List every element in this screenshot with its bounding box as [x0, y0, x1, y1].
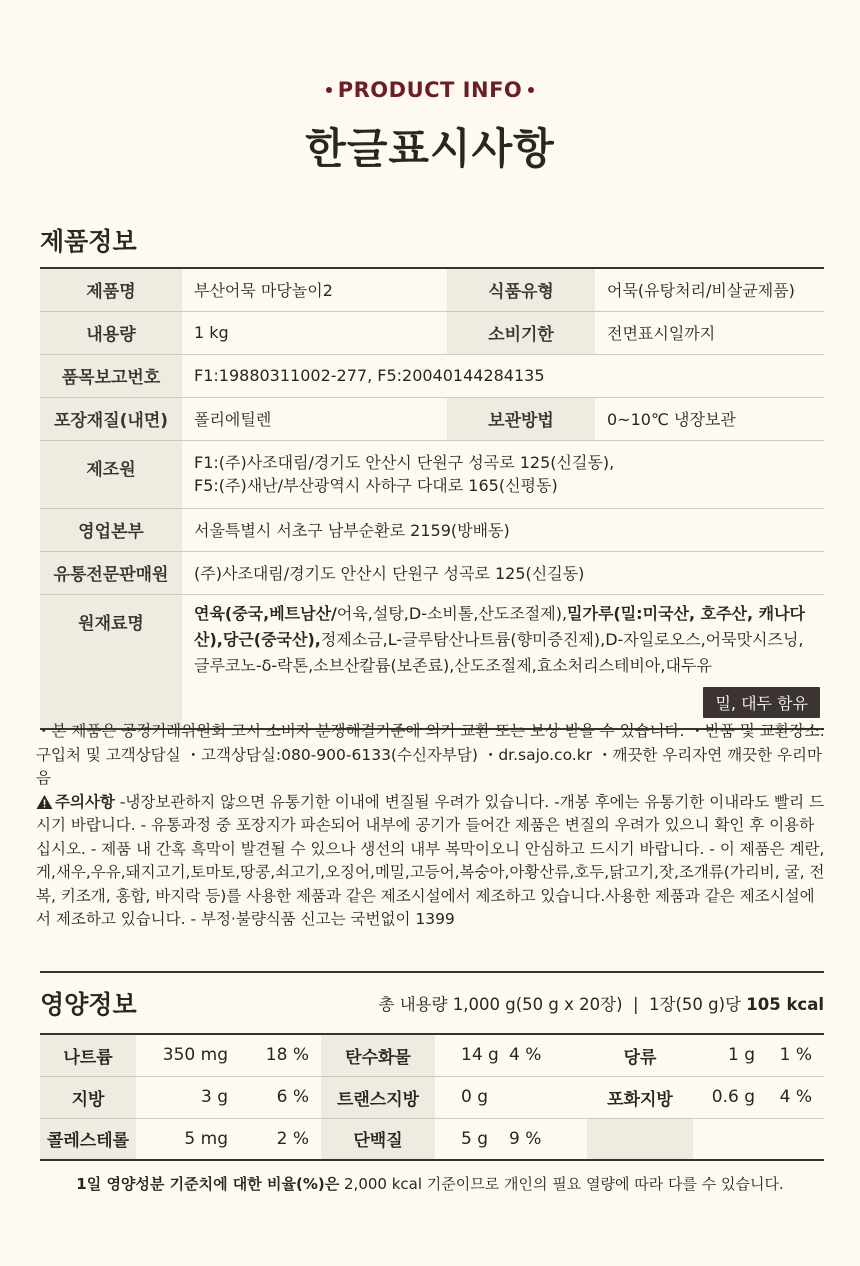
footnote-rest: 2,000 kcal 기준이므로 개인의 필요 열량에 따라 다를 수 있습니다. [339, 1175, 784, 1193]
dot-right [528, 87, 534, 93]
notice-text [36, 720, 826, 932]
warning-icon [36, 794, 53, 810]
nutrition-kcal: 105 kcal [746, 995, 824, 1014]
nutrient-label: 단백질 [321, 1118, 435, 1160]
footnote-bold: 1일 영양성분 기준치에 대한 비율(%)은 [76, 1175, 340, 1193]
report-number-label: 품목보고번호 [40, 354, 182, 397]
notice-paragraph: ・본 제품은 공정거래위원회 고시 소비자 분쟁해결기준에 의거 교환 또는 보상 받을 수 있습니다. ・반품 및 교환장소:구입처 및 고객상담실 ・고객상담실:080-900-6133(수신자부담) ・dr.sajo.co.kr ・깨끗한 우리자연 깨끗한 우리마음 [36, 722, 825, 787]
table-row [40, 1118, 824, 1160]
table-row [40, 551, 824, 594]
report-number-value: F1:19880311002-277, F5:20040144284135 [182, 354, 824, 397]
nutrient-amount-empty [693, 1118, 767, 1160]
nutrient-amount: 1 g [693, 1034, 767, 1076]
food-type-label: 식품유형 [447, 268, 595, 311]
ingredient-bold-1: 연육(중국,베트남산/ [194, 603, 337, 623]
packaging-label: 포장재질(내면) [40, 397, 182, 440]
nutrition-title: 영양정보 [40, 990, 137, 1019]
distributor-label: 유통전문판매원 [40, 551, 182, 594]
caution-label: 주의사항 [55, 792, 115, 811]
nutrient-amount: 350 mg [136, 1034, 240, 1076]
table-row [40, 397, 824, 440]
sales-office-value: 서울특별시 서초구 남부순환로 2159(방배동) [182, 508, 824, 551]
table-row [40, 594, 824, 729]
table-row [40, 1076, 824, 1118]
nutrient-percent [501, 1076, 587, 1118]
manufacturer-line-2: F5:(주)새난/부산광역시 사하구 다대로 165(신평동) [194, 476, 558, 495]
product-name-value: 부산어묵 마당놀이2 [182, 268, 447, 311]
table-row [40, 508, 824, 551]
nutrient-percent-empty [767, 1118, 824, 1160]
nutrient-label: 지방 [40, 1076, 136, 1118]
table-row [40, 354, 824, 397]
nutrient-label: 트랜스지방 [321, 1076, 435, 1118]
table-row [40, 268, 824, 311]
nutrient-amount: 0 g [435, 1076, 501, 1118]
nutrition-table [40, 1033, 824, 1161]
expiry-label: 소비기한 [447, 311, 595, 354]
food-type-value: 어묵(유탕처리/비살균제품) [595, 268, 824, 311]
caution-paragraph [36, 791, 826, 932]
eyebrow-text: PRODUCT INFO [337, 78, 523, 102]
distributor-value: (주)사조대림/경기도 안산시 단원구 성곡로 125(신길동) [182, 551, 824, 594]
allergy-badge: 밀, 대두 함유 [703, 687, 820, 718]
volume-value: 1 kg [182, 311, 447, 354]
page-title: 한글표시사항 [305, 124, 555, 173]
nutrient-percent: 4 % [767, 1076, 824, 1118]
storage-value: 0~10℃ 냉장보관 [595, 397, 824, 440]
page-header [0, 78, 860, 176]
manufacturer-value [182, 440, 824, 508]
product-name-label: 제품명 [40, 268, 182, 311]
storage-label: 보관방법 [447, 397, 595, 440]
section-divider [40, 971, 824, 973]
product-info-table [40, 267, 824, 730]
nutrient-amount: 14 g [435, 1034, 501, 1076]
manufacturer-line-1: F1:(주)사조대림/경기도 안산시 단원구 성곡로 125(신길동), [194, 453, 615, 472]
table-row [40, 311, 824, 354]
ingredient-normal-1: 어육,설탕,D-소비톨,산도조절제), [336, 603, 568, 623]
manufacturer-label: 제조원 [40, 440, 182, 508]
nutrient-label: 나트륨 [40, 1034, 136, 1076]
table-row [40, 440, 824, 508]
nutrition-footnote [0, 1173, 860, 1194]
nutrient-label: 당류 [587, 1034, 693, 1076]
nutrient-label-empty [587, 1118, 693, 1160]
volume-label: 내용량 [40, 311, 182, 354]
ingredients-text [194, 595, 824, 679]
ingredient-bold-2: 밀가루(밀:미국산, 호주산, 캐나다산),당근(중국산), [194, 603, 805, 649]
table-row [40, 1034, 824, 1076]
nutrient-amount: 0.6 g [693, 1076, 767, 1118]
ingredients-value [182, 594, 824, 729]
nutrition-summary-text: 총 내용량 1,000 g(50 g x 20장) | 1장(50 g)당 [378, 995, 747, 1014]
nutrient-percent: 2 % [276, 1128, 309, 1149]
nutrient-percent: 1 % [767, 1034, 824, 1076]
packaging-value: 폴리에틸렌 [182, 397, 447, 440]
dot-left [326, 87, 332, 93]
product-section-title: 제품정보 [40, 227, 137, 256]
nutrient-label: 포화지방 [587, 1076, 693, 1118]
nutrient-percent: 9 % [509, 1128, 542, 1149]
nutrient-label: 콜레스테롤 [40, 1118, 136, 1160]
nutrition-header [40, 985, 824, 1017]
nutrient-amount: 5 g [461, 1128, 489, 1149]
nutrient-percent: 18 % [240, 1034, 321, 1076]
nutrient-percent: 6 % [240, 1076, 321, 1118]
ingredients-label: 원재료명 [40, 594, 182, 729]
nutrient-percent: 4 % [501, 1034, 587, 1076]
expiry-value: 전면표시일까지 [595, 311, 824, 354]
nutrient-amount: 3 g [136, 1076, 240, 1118]
nutrient-label: 탄수화물 [321, 1034, 435, 1076]
nutrient-amount: 5 mg [184, 1128, 228, 1149]
sales-office-label: 영업본부 [40, 508, 182, 551]
caution-text: -냉장보관하지 않으면 유통기한 이내에 변질될 우려가 있습니다. -개봉 후에는 유통기한 이내라도 빨리 드시기 바랍니다. - 유통과정 중 포장지가 파손되어 내부에 공기가 들어간 제품은 변질의 우려가 있으니 확인 후 이용하십시오. - 제품 내 간혹 흑막이 발견될 수 있으나 생선의 내부 복막이오니 안심하고 드시기 바랍니다. - 이 제품은 계란,게,새우,우유,돼지고기,토마토,땅콩,쇠고기,오징어,메밀,고등어,복숭아,아황산류,호두,닭고기,잣,조개류(가리비, 굴, 전복, 키조개, 홍합, 바지락 등)를 사용한 제품과 같은 제조시설에서 제조하고 있습니다.사용한 제품과 같은 제조시설에서 제조하고 있습니다. - 부정·불량식품 신고는 국번없이 1399 [36, 792, 825, 928]
nutrition-summary [379, 991, 824, 1015]
ingredient-normal-2: 정제소금,L-글루탐산나트륨(향미증진제),D-자일로오스,어묵맛시즈닝,글루코노-δ-락톤,소브산칼륨(보존료),산도조절제,효소처리스테비아,대두유 [194, 629, 804, 675]
product-info-eyebrow [326, 78, 535, 102]
